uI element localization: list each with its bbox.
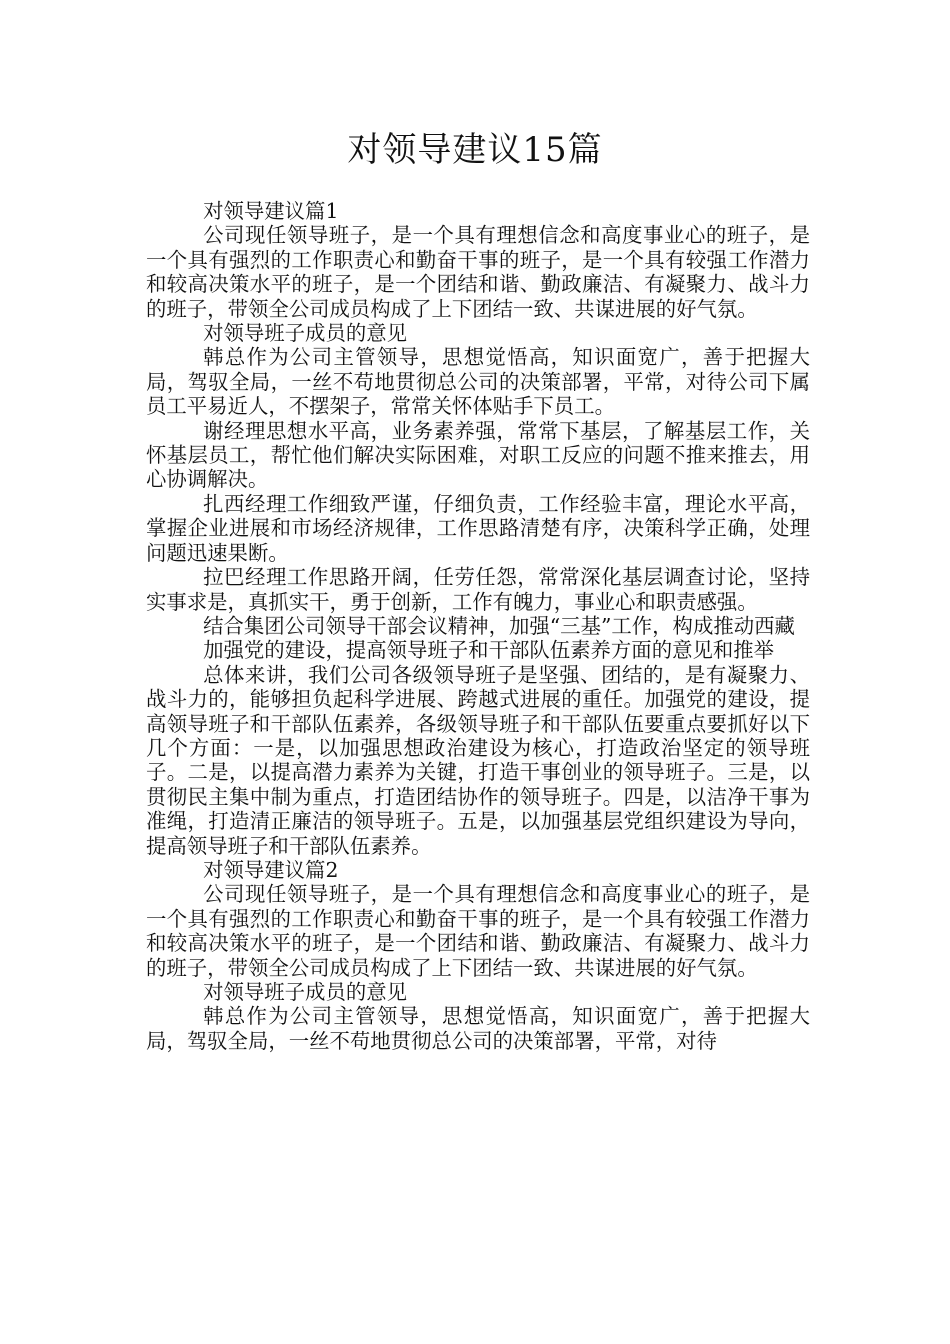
paragraph: 谢经理思想水平高，业务素养强，常常下基层，了解基层工作，关怀基层员工，帮忙他们解决实际困难，对职工反应的问题不推来推去，用心协调解决。 [146,418,810,492]
document-title: 对领导建议15篇 [347,130,603,170]
document-body [146,199,810,1053]
paragraph: 加强党的建设，提高领导班子和干部队伍素养方面的意见和推举 [203,638,775,663]
subheading: 对领导班子成员的意见 [203,321,408,346]
paragraph: 总体来讲，我们公司各级领导班子是坚强、团结的，是有凝聚力、战斗力的，能够担负起科学进展、跨越式进展的重任。加强党的建设，提高领导班子和干部队伍素养，各级领导班子和干部队伍要重点要抓好以下几个方面：一是，以加强思想政治建设为核心，打造政治坚定的领导班子。二是，以提高潜力素养为关键，打造干事创业的领导班子。三是，以贯彻民主集中制为重点，打造团结协作的领导班子。四是，以洁净干事为准绳，打造清正廉洁的领导班子。五是，以加强基层党组织建设为导向，提高领导班子和干部队伍素养。 [146,662,810,858]
paragraph: 韩总作为公司主管领导，思想觉悟高，知识面宽广，善于把握大局，驾驭全局，一丝不苟地贯彻总公司的决策部署，平常，对待 [146,1004,810,1053]
paragraph: 结合集团公司领导干部会议精神，加强“三基”工作，构成推动西藏 [203,613,795,638]
paragraph: 公司现任领导班子，是一个具有理想信念和高度事业心的班子，是一个具有强烈的工作职责心和勤奋干事的班子，是一个具有较强工作潜力和较高决策水平的班子，是一个团结和谐、勤政廉洁、有凝聚力、战斗力的班子，带领全公司成员构成了上下团结一致、共谋进展的好气氛。 [146,882,810,980]
paragraph: 扎西经理工作细致严谨，仔细负责，工作经验丰富，理论水平高，掌握企业进展和市场经济规律，工作思路清楚有序，决策科学正确，处理问题迅速果断。 [146,491,810,565]
paragraph: 公司现任领导班子，是一个具有理想信念和高度事业心的班子，是一个具有强烈的工作职责心和勤奋干事的班子，是一个具有较强工作潜力和较高决策水平的班子，是一个团结和谐、勤政廉洁、有凝聚力、战斗力的班子，带领全公司成员构成了上下团结一致、共谋进展的好气氛。 [146,223,810,321]
subheading: 对领导班子成员的意见 [203,980,408,1004]
section-heading: 对领导建议篇2 [203,857,339,882]
section-heading: 对领导建议篇1 [203,199,339,223]
paragraph: 拉巴经理工作思路开阔，任劳任怨，常常深化基层调查讨论，坚持实事求是，真抓实干，勇于创新，工作有魄力，事业心和职责感强。 [146,565,810,614]
paragraph: 韩总作为公司主管领导，思想觉悟高，知识面宽广，善于把握大局，驾驭全局，一丝不苟地贯彻总公司的决策部署，平常，对待公司下属员工平易近人，不摆架子，常常关怀体贴手下员工。 [146,345,810,419]
